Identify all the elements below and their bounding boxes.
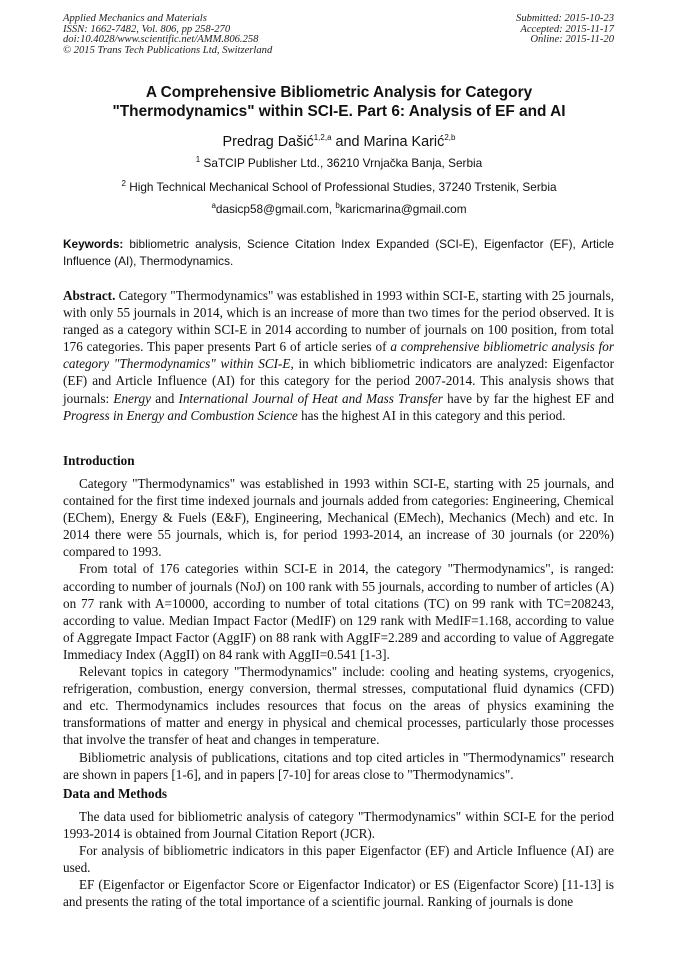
abstract-journal-combustion: Progress in Energy and Combustion Science — [63, 407, 298, 423]
email-a[interactable]: dasicp58@gmail.com, — [215, 202, 336, 216]
affiliation-1-text: SaTCIP Publisher Ltd., 36210 Vrnjačka Banja, Serbia — [200, 156, 483, 170]
abstract-label: Abstract. — [63, 288, 116, 303]
author-1: Predrag Dašić — [222, 134, 314, 150]
intro-paragraph-3: Relevant topics in category "Thermodynamics" include: cooling and heating systems, cryogenics, refrigeration, combustion, energy conversion, thermal stresses, computational fluid dynamics (CFD) and etc. Thermodynamics includes resources that focus on the areas of physics examining the transformations of matter and energy in physical and chemical processes, particularly those processes that involve the transfer of heat and changes in temperature. — [63, 664, 614, 748]
affiliation-1 — [40, 156, 638, 170]
keywords-label: Keywords: — [63, 237, 124, 251]
paper-title — [40, 83, 638, 121]
data-methods-heading: Data and Methods — [63, 786, 168, 801]
online-date: Online: 2015-11-20 — [530, 34, 614, 46]
abstract-part-3: and — [151, 390, 179, 406]
author-2-affiliation-marker: 2,b — [444, 133, 456, 143]
abstract-journal-energy: Energy — [113, 390, 151, 406]
email-a-marker: a — [211, 201, 216, 211]
methods-paragraph-2: For analysis of bibliometric indicators in this paper Eigenfactor (EF) and Article Influence (AI) are used. — [63, 843, 614, 876]
keywords — [63, 236, 614, 270]
abstract-part-2: , in which bibliometric indicators are analyzed: Eigenfactor (EF) and Article Influence (AI) for this category for the period 2007-2014. This analysis shows that journals: — [63, 356, 614, 406]
abstract-part-1: Category "Thermodynamics" was established in 1993 within SCI-E, starting with 25 journals, with only 55 journals in 2014, which is an increase of more than two times for the period observed. It is ranged as a category within SCI-E in 2014 according to number of journals on 100 position, from total 176 categories. This paper presents Part 6 of article series of — [63, 288, 615, 355]
abstract-text — [63, 287, 614, 424]
author-list — [40, 133, 638, 151]
journal-issn: ISSN: 1662-7482, Vol. 806, pp 258-270 — [63, 23, 231, 35]
journal-info — [63, 14, 272, 56]
email-b[interactable]: karicmarina@gmail.com — [339, 202, 467, 216]
abstract — [63, 287, 614, 424]
methods-paragraph-3: EF (Eigenfactor or Eigenfactor Score or Eigenfactor Indicator) or ES (Eigenfactor Score) [11-13] is and presents the rating of the total importance of a scientific journal. Ranking of journals is done — [63, 877, 614, 910]
journal-name: Applied Mechanics and Materials — [63, 13, 207, 24]
accepted-date: Accepted: 2015-11-17 — [520, 23, 614, 35]
methods-paragraph-1: The data used for bibliometric analysis of category "Thermodynamics" within SCI-E for the period 1993-2014 is obtained from Journal Citation Report (JCR). — [63, 809, 614, 842]
author-emails — [40, 202, 638, 216]
intro-paragraph-4: Bibliometric analysis of publications, citations and top cited articles in "Thermodynamics" research are shown in papers [1-6], and in papers [7-10] for areas close to "Thermodynamics". — [63, 749, 614, 782]
email-b-marker: b — [335, 201, 340, 211]
abstract-part-4: have by far the highest EF and — [442, 390, 614, 406]
keywords-text: bibliometric analysis, Science Citation Index Expanded (SCI-E), Eigenfactor (EF), Article Influence (AI), Thermodynamics. — [63, 237, 614, 268]
affiliation-2 — [40, 180, 638, 194]
introduction-heading: Introduction — [63, 453, 135, 468]
submission-dates — [516, 14, 614, 46]
author-2: Marina Karić — [363, 134, 445, 150]
journal-doi: doi:10.4028/www.scientific.net/AMM.806.258 — [63, 34, 259, 46]
data-methods-body — [63, 808, 614, 911]
intro-paragraph-2: From total of 176 categories within SCI-E in 2014, the category "Thermodynamics", is ranged: according to number of journals (NoJ) on 100 rank with 55 journals, according to number of articles (A) on 77 rank with A=10000, according to number of total citations (TC) on 99 rank with TC=208243, according to value. Median Impact Factor (MedIF) on 129 rank with MedIF=1.168, according to value of Aggregate Impact Factor (AggIF) on 88 rank with AggIF=2.289 and according to value of Aggregate Immediacy Index (AggII) on 84 rank with AggII=0.541 [1-3]. — [63, 561, 614, 662]
author-1-affiliation-marker: 1,2,a — [313, 133, 332, 143]
abstract-part-5: has the highest AI in this category and this period. — [297, 407, 566, 423]
abstract-series-title: a comprehensive bibliometric analysis for category "Thermodynamics" within SCI-E — [63, 339, 614, 372]
introduction-body — [63, 475, 614, 783]
title-line-1: A Comprehensive Bibliometric Analysis for Category — [145, 84, 533, 101]
affiliation-2-marker: 2 — [121, 179, 126, 189]
affiliation-1-marker: 1 — [195, 155, 201, 165]
title-line-2: "Thermodynamics" within SCI-E. Part 6: Analysis of EF and AI — [112, 103, 566, 120]
intro-paragraph-1: Category "Thermodynamics" was established in 1993 within SCI-E, starting with 25 journals, and contained for the first time indexed journals and journals added from categories: Engineering, Chemical (EChem), Energy & Fuels (E&F), Engineering, Mechanical (EMech), Mechanics (Mech) and etc. In 2014 there were 55 journals, which is, for period 1993-2014, an increase of 30 journals (or 220%) compared to 1993. — [63, 476, 614, 560]
abstract-journal-heat-mass: International Journal of Heat and Mass Transfer — [178, 390, 443, 406]
journal-copyright: © 2015 Trans Tech Publications Ltd, Switzerland — [63, 44, 273, 56]
author-connector: and — [331, 134, 364, 150]
affiliation-2-text: High Technical Mechanical School of Professional Studies, 37240 Trstenik, Serbia — [125, 180, 557, 194]
submitted-date: Submitted: 2015-10-23 — [516, 13, 614, 24]
